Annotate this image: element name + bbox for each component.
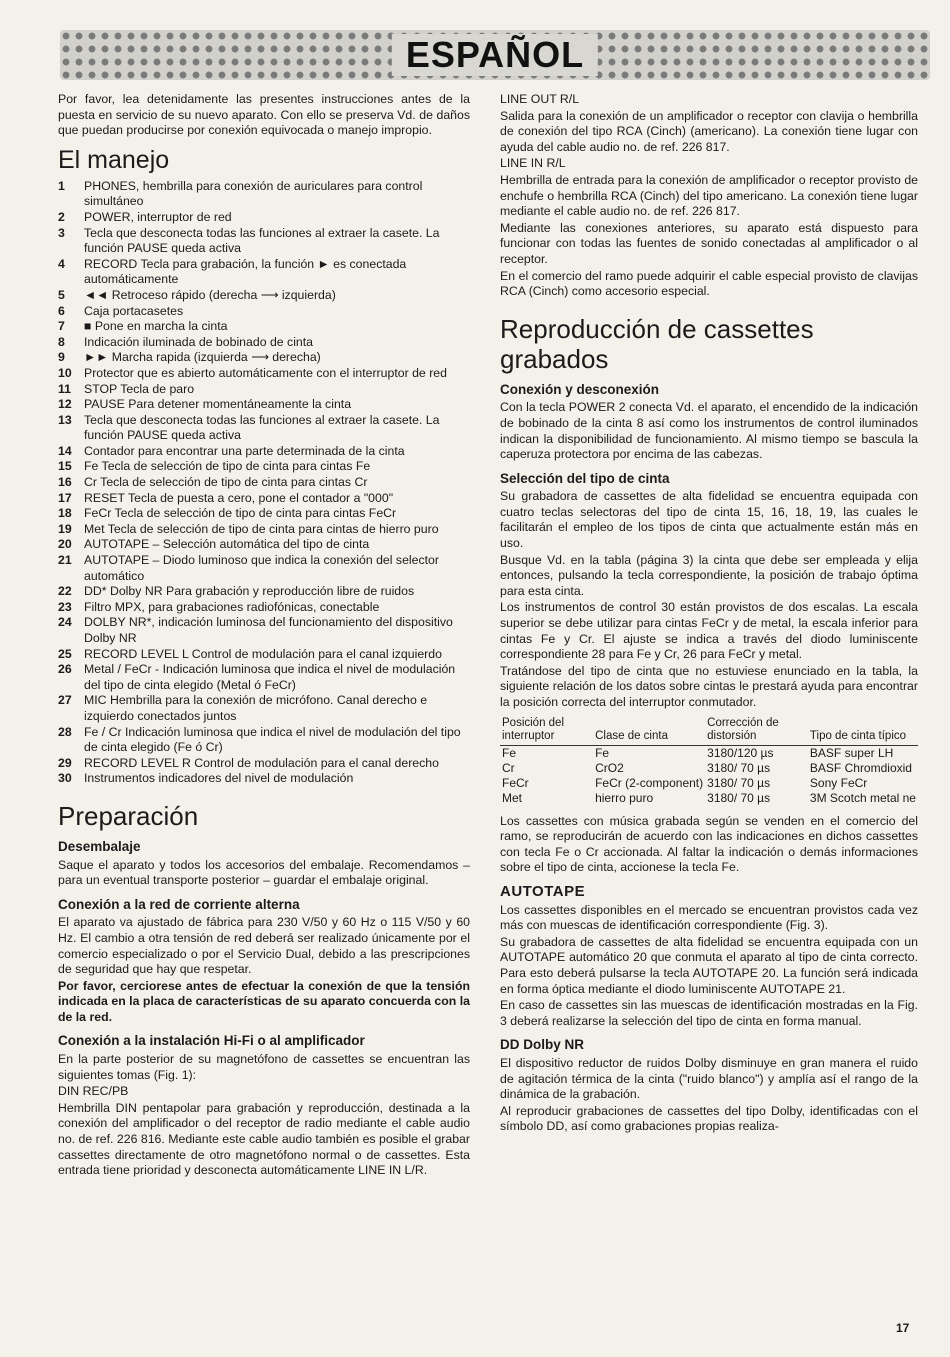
item-number: 10 [58, 365, 72, 380]
item-number: 11 [58, 381, 71, 396]
item-text: PAUSE Para detener momentáneamente la cinta [84, 397, 352, 412]
item-text: Fe / Cr Indicación luminosa que indica el nivel de modulación del tipo de cinta elegido (Fe ó Cr) [84, 724, 461, 755]
list-item [58, 459, 470, 475]
list-item [58, 382, 470, 398]
table-row [500, 745, 918, 761]
table-cell: FeCr (2-component) [595, 775, 704, 790]
autotape-text-3: En caso de cassettes sin las muescas de identificación mostradas en la Fig. 3 deberá realizarse la selección del tipo de cinta en forma manual. [500, 998, 918, 1028]
item-number: 22 [58, 584, 72, 599]
linein-text-2: Mediante las conexiones anteriores, su aparato está dispuesto para funcionar con todas las fuentes de sonido conectadas al amplificador o al receptor. [500, 220, 918, 266]
table-header: Posición del interruptor [500, 715, 593, 746]
reproduccion-heading: Reproducción de cassettes grabados [500, 313, 814, 374]
item-number: 23 [58, 599, 72, 614]
list-item [58, 756, 470, 772]
page-number: 17 [896, 1321, 910, 1335]
list-item [58, 506, 470, 522]
table-cell: 3180/120 µs [707, 745, 774, 760]
seleccion-text-2: Busque Vd. en la tabla (página 3) la cinta que debe ser empleada y elija entonces, pulsando la tecla correspondiente, la posición de trabajo óptima para esta cinta. [500, 552, 918, 598]
list-item [58, 725, 470, 756]
tape-type-table [500, 715, 918, 806]
item-number: 14 [58, 443, 72, 458]
item-number: 26 [58, 662, 72, 677]
item-number: 30 [58, 771, 72, 786]
item-text: MIC Hembrilla para la conexión de micrófono. Canal derecho e izquierdo conectados juntos [84, 693, 428, 723]
list-item [58, 304, 470, 320]
list-item [58, 319, 470, 335]
red-heading: Conexión a la red de corriente alterna [58, 896, 300, 912]
item-number: 25 [58, 646, 72, 661]
item-text: ►► Marcha rapida (izquierda ⟶ derecha) [84, 350, 321, 365]
red-text: El aparato va ajustado de fábrica para 230 V/50 y 60 Hz o 115 V/50 y 60 Hz. El cambio a otra tensión de red deberá ser realizado únicamente por el comercio especializado o por el Servicio Dual, debido a las prescripciones de seguridad que hay que respetar. [58, 915, 470, 977]
title-banner [60, 30, 930, 80]
item-text: AUTOTAPE – Selección automática del tipo de cinta [84, 537, 370, 552]
item-text: RESET Tecla de puesta a cero, pone el contador a "000" [84, 490, 394, 505]
right-column [500, 92, 918, 1136]
item-text: Tecla que desconecta todas las funciones al extraer la casete. La función PAUSE queda activa [84, 412, 440, 443]
linein-heading: LINE IN R/L [500, 156, 566, 171]
after-table-text: Los cassettes con música grabada según se venden en el comercio del ramo, se reproducirán de acuerdo con las indicaciones en dichos cassettes con tecla Fe o Cr accionada. Al faltar la indicación o demás informaciones sobre el tipo de cinta, accionese la tecla Fe. [500, 813, 918, 875]
item-text: Caja portacasetes [84, 303, 184, 318]
item-text: AUTOTAPE – Diodo luminoso que indica la conexión del selector automático [84, 553, 439, 583]
item-text: Fe Tecla de selección de tipo de cinta para cintas Fe [84, 459, 371, 474]
table-cell: Fe [595, 745, 610, 760]
list-item [58, 662, 470, 693]
autotape-text-2: Su grabadora de cassettes de alta fidelidad se encuentra equipada con un AUTOTAPE automático 20 que conmuta el aparato al tipo de cinta correcto. Para esto deberá pulsarse la tecla AUTOTAPE 20. La función será indicada en forma óptica mediante el diodo luminiscente AUTOTAPE 21. [500, 934, 918, 996]
item-text: Indicación iluminada de bobinado de cinta [84, 334, 314, 349]
list-item [58, 553, 470, 584]
item-number: 21 [58, 553, 72, 568]
item-number: 2 [58, 209, 65, 224]
item-text: RECORD LEVEL L Control de modulación para el canal izquierdo [84, 646, 442, 661]
item-text: Contador para encontrar una parte determinada de la cinta [84, 443, 405, 458]
item-number: 17 [58, 490, 72, 505]
autotape-text-1: Los cassettes disponibles en el mercado se encuentran provistos cada vez más con muescas de identificación correspondiente (Fig. 3). [500, 902, 918, 933]
table-cell: 3180/ 70 µs [707, 790, 771, 805]
seleccion-text-1: Su grabadora de cassettes de alta fidelidad se encuentra equipada con cuatro teclas selectoras del tipo de cinta 15, 16, 18, 19, las cuales le facilitarán el empleo de los tipos de cinta que actualmente están más en uso. [500, 489, 918, 551]
item-number: 7 [58, 319, 65, 334]
table-cell: BASF Chromdioxid [809, 760, 912, 775]
dolby-text-2: Al reproducir grabaciones de cassettes del tipo Dolby, identificadas con el símbolo DD, así como grabaciones propias realiza- [500, 1103, 918, 1134]
seleccion-text-3: Los instrumentos de control 30 están provistos de dos escalas. La escala superior se debe utilizar para cintas FeCr y de metal, la escala inferior para cintas Fe y Cr. El ajuste se indica a través del diodo luminiscente correspondiente 28 para Fe y Cr, 26 para FeCr y metal. [500, 600, 918, 662]
item-number: 8 [58, 334, 65, 349]
table-cell: 3180/ 70 µs [707, 760, 771, 775]
item-number: 9 [58, 350, 65, 365]
list-item [58, 647, 470, 663]
item-text: POWER, interruptor de red [84, 209, 232, 224]
item-number: 16 [58, 475, 72, 490]
table-cell: Met [502, 790, 523, 805]
item-number: 29 [58, 755, 72, 770]
item-text: Met Tecla de selección de tipo de cinta para cintas de hierro puro [84, 521, 439, 536]
list-item [58, 366, 470, 382]
item-text: Protector que es abierto automáticamente con el interruptor de red [84, 365, 447, 380]
item-number: 27 [58, 693, 72, 708]
list-item [58, 335, 470, 351]
table-cell: Sony FeCr [809, 775, 868, 790]
autotape-heading: AUTOTAPE [500, 882, 586, 900]
item-number: 13 [58, 412, 72, 427]
item-number: 28 [58, 724, 72, 739]
item-number: 18 [58, 506, 72, 521]
item-text: RECORD Tecla para grabación, la función ► es conectada automáticamente [84, 256, 407, 287]
manejo-heading: El manejo [58, 145, 170, 174]
list-item [58, 615, 470, 646]
conexion-text: Con la tecla POWER 2 conecta Vd. el aparato, el encendido de la indicación de bobinado de la cinta 8 así como los instrumentos de control iluminados indican la disponibilidad de funcionamiento. Al mismo tiempo se bascula la caperuza protectora por encima de las cabezas. [500, 400, 918, 462]
item-text: Tecla que desconecta todas las funciones al extraer la casete. La función PAUSE queda activa [84, 225, 440, 256]
table-cell: Cr [502, 760, 515, 775]
conexion-heading: Conexión y desconexión [500, 381, 660, 397]
desembalaje-text: Saque el aparato y todos los accesorios del embalaje. Recomendamos – para un eventual transporte posterior – guardar el embalaje original. [58, 857, 470, 888]
preparacion-heading: Preparación [58, 800, 199, 831]
list-item [58, 584, 470, 600]
item-text: Metal / FeCr - Indicación luminosa que indica el nivel de modulación del tipo de cinta elegido (Metal ó FeCr) [84, 662, 456, 692]
list-item [58, 771, 470, 787]
table-cell: 3M Scotch metal ne [809, 790, 916, 805]
din-heading: DIN REC/PB [58, 1084, 129, 1099]
page-title: ESPAÑOL [392, 34, 598, 76]
item-number: 24 [58, 615, 72, 630]
item-number: 6 [58, 303, 65, 318]
din-text: Hembrilla DIN pentapolar para grabación y reproducción, destinada a la conexión del amplificador o del receptor de radio mediante el cable audio no. de ref. 226 816. Mediante este cable audio también es posible el grabar cassettes directamente de otro magnetófono normal o de cassettes. Esta entrada tiene prioridad y desconecta automáticamente LINE IN L/R. [58, 1100, 470, 1178]
table-cell: BASF super LH [809, 745, 894, 760]
list-item [58, 522, 470, 538]
table-row [500, 776, 918, 791]
item-text: Filtro MPX, para grabaciones radiofónicas, conectable [84, 599, 380, 614]
hifi-text: En la parte posterior de su magnetófono de cassettes se encuentran las siguientes tomas (Fig. 1): [58, 1052, 470, 1082]
item-number: 4 [58, 256, 65, 271]
item-number: 5 [58, 287, 65, 302]
list-item [58, 413, 470, 444]
item-text: PHONES, hembrilla para conexión de auriculares para control simultáneo [84, 178, 423, 209]
list-item [58, 179, 470, 210]
table-header: Tipo de cinta típico [808, 715, 918, 746]
table-header: Clase de cinta [593, 715, 705, 746]
item-text: FeCr Tecla de selección de tipo de cinta para cintas FeCr [84, 506, 397, 521]
item-number: 12 [58, 397, 72, 412]
item-number: 3 [58, 225, 65, 240]
item-text: DOLBY NR*, indicación luminosa del funcionamiento del dispositivo Dolby NR [84, 615, 453, 645]
hifi-heading: Conexión a la instalación Hi-Fi o al amplificador [58, 1033, 365, 1049]
list-item [58, 397, 470, 413]
list-item [58, 491, 470, 507]
item-text: RECORD LEVEL R Control de modulación para el canal derecho [84, 755, 439, 770]
list-item [58, 226, 470, 257]
table-header: Corrección de distorsión [705, 715, 808, 746]
item-text: Instrumentos indicadores del nivel de modulación [84, 771, 354, 786]
list-item [58, 600, 470, 616]
list-item [58, 693, 470, 724]
red-warning: Por favor, cerciorese antes de efectuar la conexión de que la tensión indicada en la placa de características de su aparato concuerda con la de la red. [58, 978, 470, 1024]
table-cell: hierro puro [595, 790, 654, 805]
list-item [58, 288, 470, 304]
intro-paragraph: Por favor, lea detenidamente las presentes instrucciones antes de la puesta en servicio de su nuevo aparato. Con ello se preserva Vd. de daños que puedan producirse por conexión equivocada o manejo impropio. [58, 92, 470, 138]
list-item [58, 537, 470, 553]
linein-text: Hembrilla de entrada para la conexión de amplificador o receptor provisto de enchufe o hembrilla RCA (Cinch) del tipo americano. La conexión tiene lugar mediante el cable audio no. de ref. 226 817. [500, 172, 918, 219]
item-number: 19 [58, 521, 72, 536]
item-text: ■ Pone en marcha la cinta [84, 319, 228, 334]
item-number: 20 [58, 537, 72, 552]
linein-text-3: En el comercio del ramo puede adquirir el cable especial provisto de clavijas RCA (Cinch) como accesorio especial. [500, 268, 918, 299]
item-text: ◄◄ Retroceso rápido (derecha ⟶ izquierda) [84, 287, 336, 302]
list-item [58, 257, 470, 288]
item-number: 1 [58, 178, 65, 193]
table-cell: CrO2 [595, 760, 624, 775]
list-item [58, 444, 470, 460]
table-row [500, 761, 918, 776]
lineout-heading: LINE OUT R/L [500, 92, 580, 106]
left-column [58, 92, 470, 1180]
seleccion-text-4: Tratándose del tipo de cinta que no estuviese enunciado en la tabla, la siguiente relación de los datos sobre cintas le prestará ayuda para encontrar la posición correcta del interruptor conmutador. [500, 663, 918, 709]
list-item [58, 475, 470, 491]
dolby-heading: DD Dolby NR [500, 1037, 584, 1053]
table-row [500, 791, 918, 806]
lineout-text: Salida para la conexión de un amplificador o receptor con clavija o hembrilla de conexión del tipo RCA (Cinch) (americano). La conexión tiene lugar con ayuda del cable audio no. de ref. 226 817. [500, 108, 918, 154]
table-cell: FeCr [502, 775, 529, 790]
table-cell: Fe [502, 745, 517, 760]
item-text: Cr Tecla de selección de tipo de cinta para cintas Cr [84, 475, 368, 490]
controls-list [58, 179, 470, 787]
desembalaje-heading: Desembalaje [58, 838, 141, 854]
list-item [58, 210, 470, 226]
list-item [58, 350, 470, 366]
item-text: DD* Dolby NR Para grabación y reproducción libre de ruidos [84, 584, 415, 599]
item-number: 15 [58, 459, 72, 474]
item-text: STOP Tecla de paro [84, 381, 195, 396]
table-cell: 3180/ 70 µs [707, 775, 771, 790]
seleccion-heading: Selección del tipo de cinta [500, 470, 670, 486]
dolby-text-1: El dispositivo reductor de ruidos Dolby disminuye en gran manera el ruido de agitación térmica de la cinta ("ruido blanco") y amplía así el rango de la dinámica de la grabación. [500, 1055, 918, 1102]
